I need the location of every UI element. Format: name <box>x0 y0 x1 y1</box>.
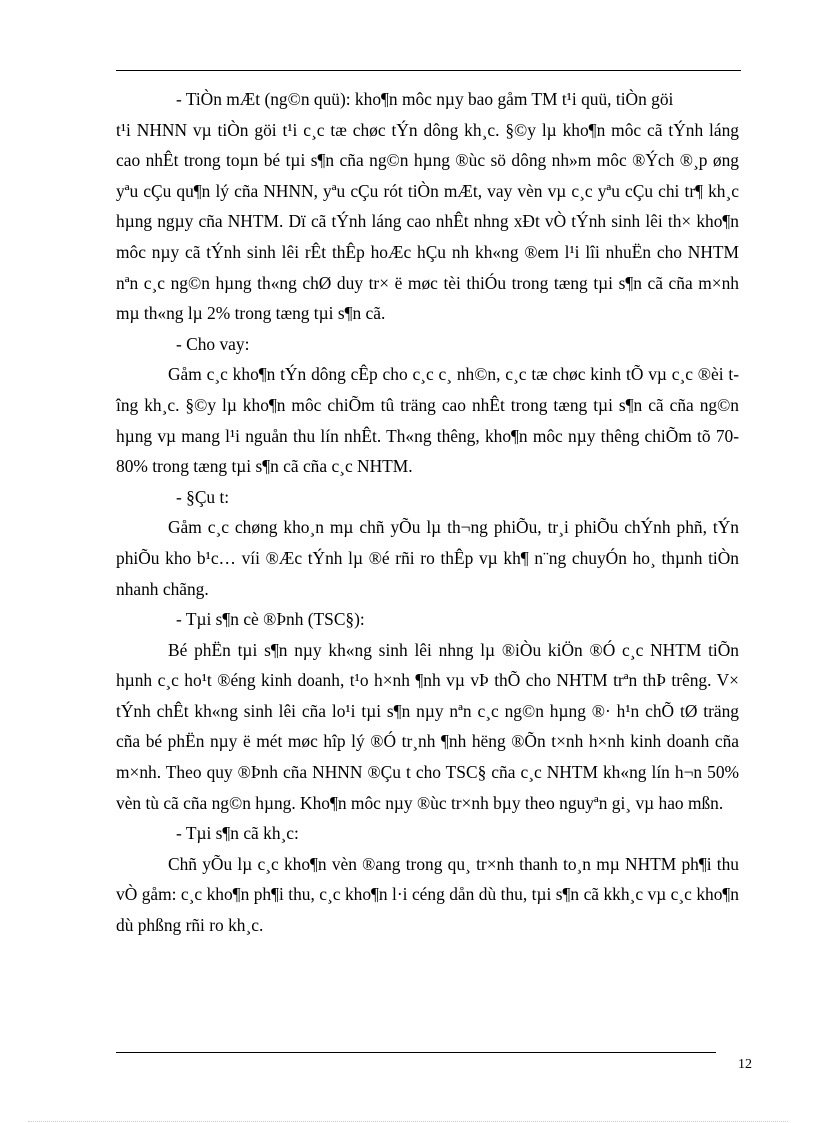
paragraph-cash: t¹i NHNN vµ tiÒn göi t¹i c¸c tæ chøc tÝn dông kh¸c. §©y lµ kho¶n môc cã tÝnh láng cao nhÊt trong toµn bé tµi s¶n cña ng©n hµng ®ùc sö dông nh»m môc ®Ých ®¸p øng yªu cÇu qu¶n lý cña NHNN, yªu cÇu rót tiÒn mÆt, vay vèn vµ c¸c yªu cÇu chi tr¶ kh¸c hµng ngµy cña NHTM. Dï cã tÝnh láng cao nhÊt nhng xÐt vÒ tÝnh sinh lêi th× kho¶n môc nµy cã tÝnh sinh lêi rÊt thÊp hoÆc hÇu nh kh«ng ®em l¹i lîi nhuËn cho NHTM nªn c¸c ng©n hµng th«ng chØ duy tr× ë møc tèi thiÓu trong tæng tµi s¶n cã cña m×nh mµ th«ng lµ 2% trong tæng tµi s¶n cã. <box>116 119 739 324</box>
heading-fixed-assets: - Tµi s¶n cè ®Þnh (TSC§): <box>176 609 365 630</box>
paragraph-other-assets: Chñ yÕu lµ c¸c kho¶n vèn ®ang trong qu¸ tr×nh thanh to¸n mµ NHTM ph¶i thu vÒ gåm: c¸c kho¶n ph¶i thu, c¸c kho¶n l·i céng dån dù thu, tµi s¶n cã kkh¸c vµ c¸c kho¶n dù phßng rñi ro kh¸c. <box>116 853 739 936</box>
paragraph-loans: Gåm c¸c kho¶n tÝn dông cÊp cho c¸c c¸ nh©n, c¸c tæ chøc kinh tÕ vµ c¸c ®èi tîng kh¸c. §©y lµ kho¶n môc chiÕm tû träng cao nhÊt trong tæng tµi s¶n cã cña ng©n hµng vµ mang l¹i nguån thu lín nhÊt. Th«ng thêng, kho¶n môc nµy thêng chiÕm tõ 70- 80% trong tæng tµi s¶n cã cña c¸c NHTM. <box>116 364 739 477</box>
heading-investment: - §Çu t: <box>176 486 230 507</box>
heading-loans: - Cho vay: <box>176 333 250 354</box>
footer-rule <box>116 1052 716 1053</box>
paragraph-fixed-assets: Bé phËn tµi s¶n nµy kh«ng sinh lêi nhng lµ ®iÒu kiÖn ®Ó c¸c NHTM tiÕn hµnh c¸c ho¹t ®éng kinh doanh, t¹o h×nh ¶nh vµ vÞ thÕ cho NHTM trªn thÞ trêng. V× tÝnh chÊt kh«ng sinh lêi cña lo¹i tµi s¶n nµy nªn c¸c ng©n hµng ®· h¹n chÕ tØ träng cña bé phËn nµy ë mét møc hîp lý ®Ó tr¸nh ¶nh hëng ®Õn t×nh h×nh kinh doanh cña m×nh. Theo quy ®Þnh cña NHNN ®Çu t cho TSC§ cña c¸c NHTM kh«ng lín h¬n 50% vèn tù cã cña ng©n hµng. Kho¶n môc nµy ®ùc tr×nh bµy theo nguyªn gi¸ vµ hao mßn. <box>116 639 739 813</box>
heading-cash: - TiÒn mÆt (ng©n quü): kho¶n môc nµy bao gåm TM t¹i quü, tiÒn göi <box>176 89 674 109</box>
page-edge-divider <box>28 1121 788 1122</box>
page-body <box>116 84 739 941</box>
paragraph-investment: Gåm c¸c chøng kho¸n mµ chñ yÕu lµ th¬ng phiÕu, tr¸i phiÕu chÝnh phñ, tÝn phiÕu kho b¹c… víi ®Æc tÝnh lµ ®é rñi ro thÊp vµ kh¶ n¨ng chuyÓn ho¸ thµnh tiÒn nhanh chãng. <box>116 517 739 599</box>
header-rule <box>116 70 741 71</box>
heading-other-assets: - Tµi s¶n cã kh¸c: <box>176 823 299 844</box>
page-number: 12 <box>738 1057 752 1072</box>
